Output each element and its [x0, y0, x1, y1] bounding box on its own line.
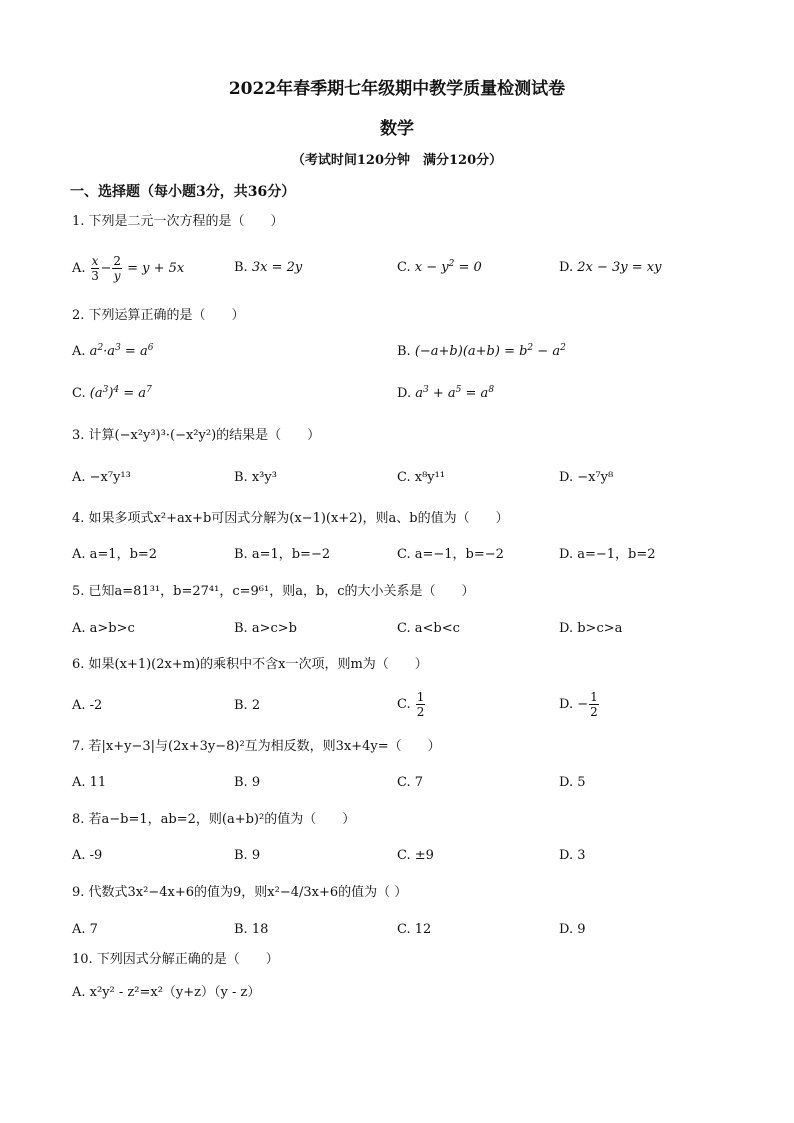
question-10-stem: 10. 下列因式分解正确的是（ ）	[72, 952, 279, 967]
question-7-option-b: B. 9	[234, 775, 261, 790]
question-9-option-b: B. 18	[234, 922, 269, 937]
question-3-option-c: C. x⁸y¹¹	[397, 470, 446, 485]
question-6-option-d: D. − $\frac{1}{2}$	[559, 690, 598, 719]
question-7-stem: 7. 若|x+y−3|与(2x+3y−8)²互为相反数，则3x+4y=（ ）	[72, 739, 441, 754]
question-2-stem: 2. 下列运算正确的是（ ）	[72, 308, 245, 323]
question-1-option-a: A. $\frac{x}{3}$ − $\frac{2}{y}$ = y + 5x	[72, 254, 185, 283]
section-heading: 一、选择题（每小题3分，共36分）	[70, 184, 296, 200]
question-4-option-a: A. a=1，b=2	[72, 547, 158, 562]
question-6-option-c: C. $\frac{1}{2}$	[397, 690, 425, 719]
question-3-option-a: A. −x⁷y¹³	[72, 470, 131, 485]
question-4-option-b: B. a=1，b=−2	[234, 547, 331, 562]
exam-subject: 数学	[380, 119, 414, 139]
question-8-option-b: B. 9	[234, 848, 261, 863]
question-8-stem: 8. 若a−b=1，ab=2，则(a+b)²的值为（ ）	[72, 812, 356, 827]
question-1-option-d: D. 2x − 3y = xy	[559, 260, 662, 275]
question-5-stem: 5. 已知a=81³¹，b=27⁴¹，c=9⁶¹，则a，b，c的大小关系是（ ）	[72, 584, 475, 599]
question-5-option-c: C. a<b<c	[397, 621, 460, 636]
question-7-option-c: C. 7	[397, 775, 424, 790]
question-3-stem: 3. 计算(−x²y³)³·(−x²y²)的结果是（ ）	[72, 428, 321, 443]
question-4-option-c: C. a=−1，b=−2	[397, 547, 504, 562]
question-2-option-b: B. $(-a+b)(a+b) = b^2 - a^2$	[397, 343, 566, 359]
question-5-option-b: B. a>c>b	[234, 621, 297, 636]
question-1-stem: 1. 下列是二元一次方程的是（ ）	[72, 214, 284, 229]
question-9-option-a: A. 7	[72, 922, 98, 937]
question-7-option-a: A. 11	[72, 775, 107, 790]
question-7-option-d: D. 5	[559, 775, 586, 790]
question-6-option-a: A. -2	[72, 698, 103, 713]
question-1-option-c: C. $x - y^2 = 0$	[397, 259, 482, 275]
question-3-option-d: D. −x⁷y⁸	[559, 470, 614, 485]
question-4-stem: 4. 如果多项式x²+ax+b可因式分解为(x−1)(x+2)，则a、b的值为（ ）	[72, 511, 509, 526]
question-2-option-d: D. $a^3 + a^5 = a^8$	[397, 385, 495, 401]
question-9-option-c: C. 12	[397, 922, 432, 937]
question-3-option-b: B. x³y³	[234, 470, 277, 485]
question-2-option-c: C. $(a^3)^4 = a^7$	[72, 385, 152, 401]
question-6-option-b: B. 2	[234, 698, 261, 713]
question-1-option-b: B. 3x = 2y	[234, 260, 303, 275]
question-10-option-a: A. x²y² - z²=x²（y+z）（y - z）	[72, 985, 261, 1000]
question-4-option-d: D. a=−1，b=2	[559, 547, 656, 562]
question-5-option-a: A. a>b>c	[72, 621, 135, 636]
question-8-option-c: C. ±9	[397, 848, 434, 863]
question-9-stem: 9. 代数式3x²−4x+6的值为9，则x²−4/3x+6的值为（ ）	[72, 885, 408, 900]
question-8-option-a: A. -9	[72, 848, 103, 863]
question-5-option-d: D. b>c>a	[559, 621, 623, 636]
exam-title: 2022年春季期七年级期中教学质量检测试卷	[228, 79, 566, 99]
question-8-option-d: D. 3	[559, 848, 586, 863]
question-6-stem: 6. 如果(x+1)(2x+m)的乘积中不含x一次项，则m为（ ）	[72, 657, 428, 672]
question-2-option-a: A. $a^2\cdot a^3 = a^6$	[72, 343, 154, 359]
question-9-option-d: D. 9	[559, 922, 586, 937]
exam-time-info: （考试时间120分钟 满分120分）	[291, 153, 503, 168]
